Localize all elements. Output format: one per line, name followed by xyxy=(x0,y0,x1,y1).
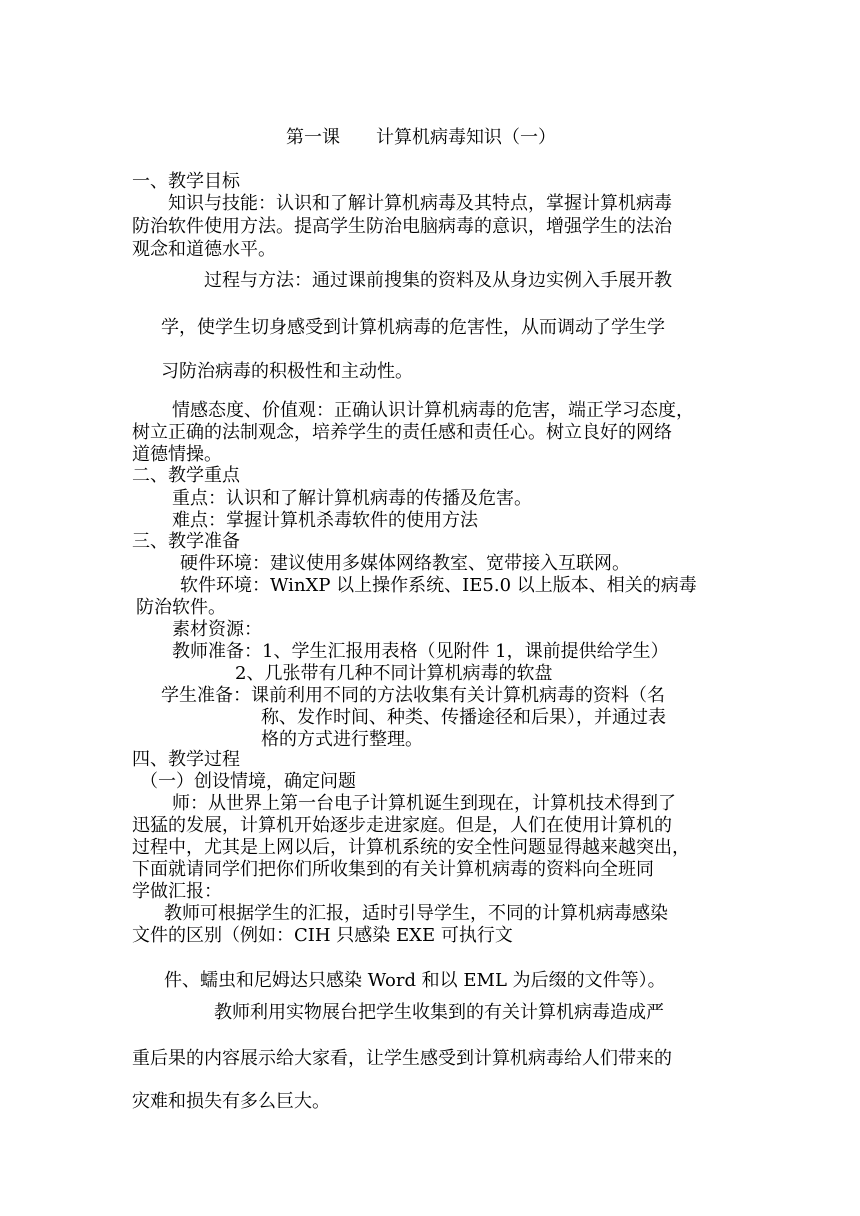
paragraph-line: 习防治病毒的积极性和主动性。 xyxy=(161,361,413,382)
paragraph-line: 学做汇报： xyxy=(132,881,222,902)
paragraph-line: 道德情操。 xyxy=(132,444,222,465)
paragraph-line: 教师利用实物展台把学生收集到的有关计算机病毒造成严 xyxy=(214,1002,664,1023)
section-heading-preparation: 三、教学准备 xyxy=(132,531,240,552)
paragraph-line: 软件环境：WinXP 以上操作系统、IE5.0 以上版本、相关的病毒 xyxy=(180,575,697,596)
paragraph-line: 重后果的内容展示给大家看，让学生感受到计算机病毒给人们带来的 xyxy=(132,1048,672,1069)
paragraph-line: 迅猛的发展，计算机开始逐步走进家庭。但是，人们在使用计算机的 xyxy=(132,815,672,836)
section-heading-process: 四、教学过程 xyxy=(132,749,240,770)
paragraph-line: 下面就请同学们把你们所收集到的有关计算机病毒的资料向全班同 xyxy=(132,859,654,880)
paragraph-line: 师：从世界上第一台电子计算机诞生到现在，计算机技术得到了 xyxy=(172,793,676,814)
paragraph-line: 教师可根据学生的汇报，适时引导学生，不同的计算机病毒感染 xyxy=(164,903,668,924)
paragraph-line: 重点：认识和了解计算机病毒的传播及危害。 xyxy=(172,488,532,509)
paragraph-line: 情感态度、价值观：正确认识计算机病毒的危害，端正学习态度， xyxy=(172,400,694,421)
paragraph-line: 格的方式进行整理。 xyxy=(261,729,423,750)
paragraph-line: 难点：掌握计算机杀毒软件的使用方法 xyxy=(172,510,478,531)
paragraph-line: 防治软件。 xyxy=(136,597,226,618)
paragraph-line: 学，使学生切身感受到计算机病毒的危害性，从而调动了学生学 xyxy=(161,317,665,338)
paragraph-line: 树立正确的法制观念，培养学生的责任感和责任心。树立良好的网络 xyxy=(132,422,672,443)
paragraph-line: 素材资源： xyxy=(172,619,262,640)
lesson-title: 第一课 计算机病毒知识（一） xyxy=(286,127,556,148)
paragraph-line: 称、发作时间、种类、传播途径和后果），并通过表 xyxy=(261,707,666,728)
paragraph-line: 硬件环境：建议使用多媒体网络教室、宽带接入互联网。 xyxy=(180,553,630,574)
section-heading-objectives: 一、教学目标 xyxy=(132,171,240,192)
paragraph-line: 教师准备：1、学生汇报用表格（见附件 1，课前提供给学生） xyxy=(172,641,669,662)
paragraph-line: 观念和道德水平。 xyxy=(132,239,276,260)
paragraph-line: 学生准备：课前利用不同的方法收集有关计算机病毒的资料（名 xyxy=(161,685,665,706)
paragraph-line: 过程中，尤其是上网以后，计算机系统的安全性问题显得越来越突出， xyxy=(132,837,690,858)
paragraph-line: 2、几张带有几种不同计算机病毒的软盘 xyxy=(235,663,553,684)
paragraph-line: 防治软件使用方法。提高学生防治电脑病毒的意识，增强学生的法治 xyxy=(132,216,672,237)
paragraph-line: 灾难和损失有多么巨大。 xyxy=(132,1091,330,1112)
paragraph-line: 件、蠕虫和尼姆达只感染 Word 和以 EML 为后缀的文件等）。 xyxy=(164,970,666,991)
section-heading-key-points: 二、教学重点 xyxy=(132,465,240,486)
paragraph-line: 文件的区别（例如：CIH 只感染 EXE 可执行文 xyxy=(132,925,513,946)
subsection-heading: （一）创设情境，确定问题 xyxy=(140,771,356,792)
paragraph-line: 过程与方法：通过课前搜集的资料及从身边实例入手展开教 xyxy=(204,270,672,291)
paragraph-line: 知识与技能：认识和了解计算机病毒及其特点，掌握计算机病毒 xyxy=(168,193,672,214)
